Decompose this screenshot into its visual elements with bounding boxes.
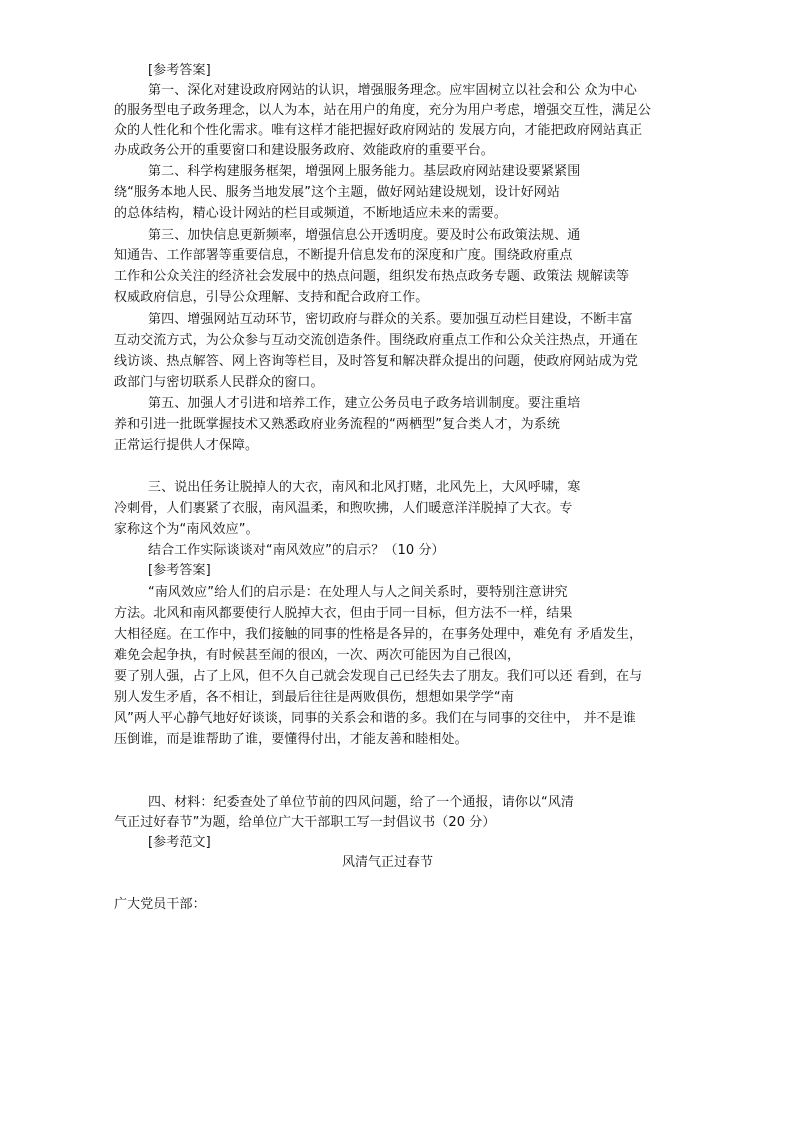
question-line: 三、说出任务让脱掉人的大衣，南风和北风打赌，北风先上，大风呼啸，寒 [148, 480, 581, 495]
paragraph-line: 政部门与密切联系人民群众的窗口。 [114, 375, 324, 390]
essay-title: 风清气正过春节 [342, 855, 434, 870]
paragraph-line: 正常运行提供人才保障。 [114, 438, 259, 453]
question-line: 四、材料：纪委查处了单位节前的四风问题，给了一个通报，请你以“风清 [148, 795, 575, 810]
paragraph-line: 互动交流方式，为公众参与互动交流创造条件。围绕政府重点工作和公众关注热点，开通在 [114, 333, 639, 348]
question-line: 气正过好春节”为题，给单位广大干部职工写一封倡议书（20 分） [114, 815, 496, 830]
answer-label: [参考答案] [148, 63, 211, 78]
paragraph-line: “南风效应”给人们的启示是：在处理人与人之间关系时，要特别注意讲究 [148, 585, 568, 600]
answer-label: [参考答案] [148, 563, 211, 578]
paragraph-line: 第四、增强网站互动环节，密切政府与群众的关系。要加强互动栏目建设，不断丰富 [148, 312, 633, 327]
paragraph-line: 工作和公众关注的经济社会发展中的热点问题，组织发布热点政务专题、政策法 规解读等 [114, 269, 630, 284]
question-line: 冷刺骨，人们裹紧了衣服，南风温柔，和煦吹拂，人们暖意洋洋脱掉了大衣。专 [114, 501, 573, 516]
paragraph-line: 养和引进一批既掌握技术又熟悉政府业务流程的“两栖型”复合类人才，为系统 [114, 417, 560, 432]
paragraph-line: 知通告、工作部署等重要信息，不断提升信息发布的深度和广度。围绕政府重点 [114, 248, 573, 263]
paragraph-line: 难免会起争执，有时候甚至闹的很凶，一次、两次可能因为自己很凶， [114, 648, 521, 663]
paragraph-line: 要了别人强，占了上风，但不久自己就会发现自己已经失去了朋友。我们可以还 看到，在与 [114, 669, 643, 684]
paragraph-line: 第一、深化对建设政府网站的认识，增强服务理念。应牢固树立以社会和公 众为中心 [148, 83, 637, 98]
paragraph-line: 众的人性化和个性化需求。唯有这样才能把握好政府网站的 发展方向，才能把政府网站真正 [114, 123, 643, 138]
paragraph-line: 第二、科学构建服务框架，增强网上服务能力。基层政府网站建设要紧紧围 [148, 164, 581, 179]
paragraph-line: 权威政府信息，引导公众理解、支持和配合政府工作。 [114, 290, 429, 305]
paragraph-line: 绕“服务本地人民、服务当地发展”这个主题，做好网站建设规划，设计好网站 [114, 185, 560, 200]
paragraph-line: 压倒谁，而是谁帮助了谁，要懂得付出，才能友善和睦相处。 [114, 732, 468, 747]
salutation: 广大党员干部： [114, 897, 206, 912]
paragraph-line: 风”两人平心静气地好好谈谈，同事的关系会和谐的多。我们在与同事的交往中， 并不是谁 [114, 711, 636, 726]
answer-label: [参考范文] [148, 835, 211, 850]
paragraph-line: 办成政务公开的重要窗口和建设服务政府、效能政府的重要平台。 [114, 143, 494, 158]
paragraph-line: 别人发生矛盾，各不相让，到最后往往是两败俱伤，想想如果学学“南 [114, 690, 514, 705]
paragraph-line: 第五、加强人才引进和培养工作，建立公务员电子政务培训制度。要注重培 [148, 396, 581, 411]
paragraph-line: 的总体结构，精心设计网站的栏目或频道，不断地适应未来的需要。 [114, 206, 508, 221]
paragraph-line: 大相径庭。在工作中，我们接触的同事的性格是各异的，在事务处理中，难免有 矛盾发生， [114, 627, 643, 642]
paragraph-line: 方法。北风和南风都要使行人脱掉大衣，但由于同一目标，但方法不一样，结果 [114, 606, 573, 621]
paragraph-line: 线访谈、热点解答、网上咨询等栏目，及时答复和解决群众提出的问题，使政府网站成为党 [114, 354, 639, 369]
paragraph-line: 的服务型电子政务理念，以人为本，站在用户的角度，充分为用户考虑，增强交互性，满足公 [114, 103, 652, 118]
question-prompt: 结合工作实际谈谈对“南风效应”的启示？（10 分） [148, 543, 445, 558]
paragraph-line: 第三、加快信息更新频率，增强信息公开透明度。要及时公布政策法规、通 [148, 228, 581, 243]
question-line: 家称这个为“南风效应”。 [114, 522, 259, 537]
